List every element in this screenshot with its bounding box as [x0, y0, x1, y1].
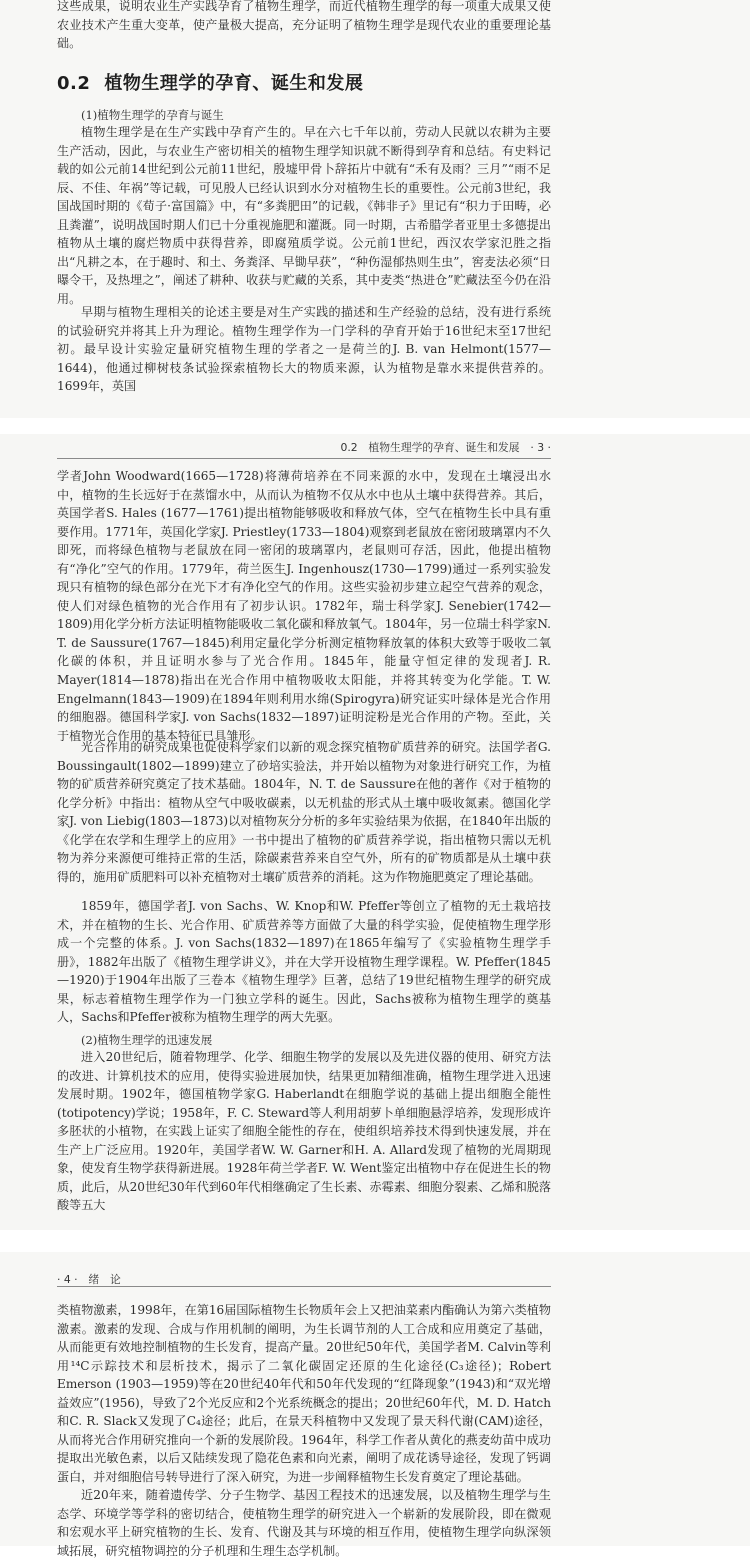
body-paragraph: 近20年来，随着遗传学、分子生物学、基因工程技术的迅速发展，以及植物生理学与生态学、环境学等学科的密切结合，使植物生理学的研究进入一个崭新的发展阶段，即在微观和宏观水平上研究植物的生长、发育、代谢及其与环境的相互作用，使植物生理学向纵深领域拓展，研究植物调控的分子机理和生理生态学机制。 — [57, 1488, 551, 1558]
page-2-bottom — [0, 0, 750, 418]
page-3 — [0, 434, 750, 1230]
intro-paragraph: 这些成果，说明农业生产实践孕育了植物生理学，而近代植物生理学的每一项重大成果又使农业技术产生重大变革，使产量极大提高，充分证明了植物生理学是现代农业的重要理论基础。 — [57, 0, 551, 51]
running-head-text: · 4 · 绪 论 — [57, 1273, 121, 1286]
section-title: 植物生理学的孕育、诞生和发展 — [104, 73, 364, 94]
body-paragraph: 学者John Woodward(1665—1728)将薄荷培养在不同来源的水中，发现在土壤浸出水中，植物的生长远好于在蒸馏水中，从而认为植物不仅从水中也从土壤中获得营养。其后，英国学者S. Hales (1677—1761)提出植物能够吸收和释放气体，空气在植物生长中具有重要作用。1771年，英国化学家J. Priestley(1733—1804)观察到老鼠放在密闭玻璃罩内不久即死，而将绿色植物与老鼠放在同一密闭的玻璃罩内，老鼠则可存活，因此，他提出植物有“净化”空气的作用。1779年，荷兰医生J. Ingenhousz(1730—1799)通过一系列实验发现只有植物的绿色部分在光下才有净化空气的作用。这些实验初步建立起空气营养的观念，使人们对绿色植物的光合作用有了初步认识。1782年，瑞士科学家J. Senebier(1742—1809)用化学分析方法证明植物能吸收二氧化碳和释放氧气。1804年，另一位瑞士科学家N. T. de Saussure(1767—1845)利用定量化学分析测定植物释放氧的体积大致等于吸收二氧化碳的体积，并且证明水参与了光合作用。1845年，能量守恒定律的发现者J. R. Mayer(1814—1878)指出在光合作用中植物吸收太阳能，并将其转变为化学能。T. W. Engelmann(1843—1909)在1894年则利用水绵(Spirogyra)研究证实叶绿体是光合作用的细胞器。德国科学家J. von Sachs(1832—1897)证明淀粉是光合作用的产物。至此，关于植物光合作用的基本特征已具雏形。 — [57, 469, 551, 743]
running-head — [57, 1272, 551, 1290]
section-number: 0.2 — [57, 73, 91, 94]
header-rule — [57, 1286, 551, 1287]
page-4 — [0, 1252, 750, 1558]
body-paragraph: 早期与植物生理相关的论述主要是对生产实践的描述和生产经验的总结，没有进行系统的试验研究并将其上升为理论。植物生理学作为一门学科的孕育开始于16世纪末至17世纪初。最早设计实验定量研究植物生理的学者之一是荷兰的J. B. van Helmont(1577—1644)，他通过柳树枝条试验探索植物长大的物质来源，认为植物是靠水来提供营养的。1699年，英国 — [57, 305, 551, 394]
subsection-heading-1: (1)植物生理学的孕育与诞生 — [81, 108, 224, 122]
subsection-heading-2: (2)植物生理学的迅速发展 — [81, 1033, 213, 1047]
body-paragraph: 类植物激素，1998年，在第16届国际植物生长物质年会上又把油菜素内酯确认为第六类植物激素。激素的发现、合成与作用机制的阐明，为生长调节剂的人工合成和应用奠定了基础，从而能更有效地控制植物的生长发育，提高产量。20世纪50年代，美国学者M. Calvin等利用¹⁴C示踪技术和层析技术，揭示了二氧化碳固定还原的生化途径(C₃途径)；Robert Emerson (1903—1959)等在20世纪40年代和50年代发现的“红降现象”(1943)和“双光增益效应”(1956)，导致了2个光反应和2个光系统概念的提出；20世纪60年代，M. D. Hatch和C. R. Slack又发现了C₄途径；此后，在景天科植物中又发现了景天科代谢(CAM)途径，从而将光合作用研究推向一个新的发展阶段。1964年，科学工作者从黄化的燕麦幼苗中成功提取出光敏色素，以后又陆续发现了隐花色素和向光素，阐明了成花诱导途径，发现了钙调蛋白，并对细胞信号转导进行了深入研究，为进一步阐释植物生长发育奠定了理论基础。 — [57, 1303, 551, 1484]
section-heading — [57, 69, 363, 95]
running-head — [57, 440, 551, 458]
body-paragraph: 光合作用的研究成果也促使科学家们以新的观念探究植物矿质营养的研究。法国学者G. Boussingault(1802—1899)建立了砂培实验法，并开始以植物为对象进行研究工作，为植物的矿质营养研究奠定了技术基础。1804年，N. T. de Saussure在他的著作《对于植物的化学分析》中指出：植物从空气中吸收碳素，以无机盐的形式从土壤中吸收氮素。德国化学家J. von Liebig(1803—1873)以对植物灰分分析的多年实验结果为依据，在1840年出版的《化学在农学和生理学上的应用》一书中提出了植物的矿质营养学说，指出植物只需以无机物为养分来源便可维持正常的生活，除碳素营养来自空气外，所有的矿物质都是从土壤中获得的，施用矿质肥料可以补充植物对土壤矿质营养的消耗。这为作物施肥奠定了理论基础。 — [57, 740, 551, 884]
body-paragraph: 1859年，德国学者J. von Sachs、W. Knop和W. Pfeffer等创立了植物的无土栽培技术，并在植物的生长、光合作用、矿质营养等方面做了大量的科学实验，促使植物生理学形成一个完整的体系。J. von Sachs(1832—1897)在1865年编写了《实验植物生理学手册》，1882年出版了《植物生理学讲义》，并在大学开设植物生理学课程。W. Pfeffer(1845—1920)于1904年出版了三卷本《植物生理学》巨著，总结了19世纪植物生理学的研究成果，标志着植物生理学作为一门独立学科的诞生。因此，Sachs被称为植物生理学的奠基人，Sachs和Pfeffer被称为植物生理学的两大先驱。 — [57, 899, 551, 1025]
page-gap — [0, 418, 750, 434]
header-rule — [57, 458, 551, 459]
body-paragraph: 植物生理学是在生产实践中孕育产生的。早在六七千年以前，劳动人民就以农耕为主要生产活动，因此，与农业生产密切相关的植物生理学知识就不断得到孕育和总结。有史料记载的如公元前14世纪到公元前11世纪，殷墟甲骨卜辞拓片中就有“禾有及雨？三月”“雨不足辰、不佳、年祸”等记载，可见殷人已经认识到水分对植物生长的重要性。公元前3世纪，我国战国时期的《荀子·富国篇》中，有“多粪肥田”的记载，《韩非子》里记有“积力于田畴，必且粪灌”，说明战国时期人们已十分重视施肥和灌溉。同一时期，古希腊学者亚里士多德提出植物从土壤的腐烂物质中获得营养，即腐殖质学说。公元前1世纪，西汉农学家氾胜之指出“凡耕之本，在于趣时、和土、务粪泽、早锄早获”，“种伤湿郁热则生虫”，窖麦法必须“日曝令干，及热埋之”，阐述了耕种、收获与贮藏的关系，其中麦类“热进仓”贮藏法至今仍在沿用。 — [57, 125, 551, 306]
body-paragraph: 进入20世纪后，随着物理学、化学、细胞生物学的发展以及先进仪器的使用、研究方法的改进、计算机技术的应用，使得实验进展加快，结果更加精细准确，植物生理学进入迅速发展时期。1902年，德国植物学家G. Haberlandt在细胞学说的基础上提出细胞全能性(totipotency)学说；1958年，F. C. Steward等人利用胡萝卜单细胞悬浮培养，发现形成许多胚状的小植物，在实践上证实了细胞全能性的存在，使组织培养技术得到快速发展，并在生产上广泛应用。1920年，美国学者W. W. Garner和H. A. Allard发现了植物的光周期现象，使发育生物学获得新进展。1928年荷兰学者F. W. Went鉴定出植物中存在促进生长的物质，此后，从20世纪30年代到60年代相继确定了生长素、赤霉素、细胞分裂素、乙烯和脱落酸等五大 — [57, 1050, 551, 1213]
running-head-text: 0.2 植物生理学的孕育、诞生和发展 · 3 · — [340, 441, 551, 454]
page-gap — [0, 1230, 750, 1252]
